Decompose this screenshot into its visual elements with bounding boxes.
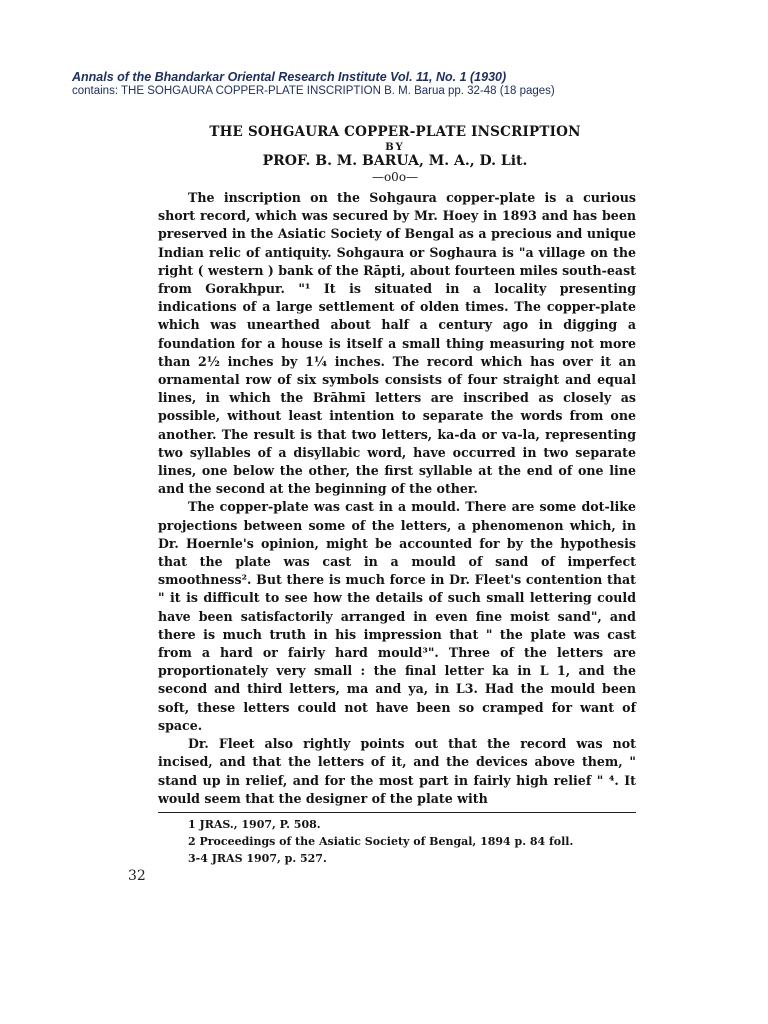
footnote-1: 1 JRAS., 1907, P. 508. [188, 817, 321, 831]
journal-citation: Annals of the Bhandarkar Oriental Research Institute Vol. 11, No. 1 (1930) [72, 70, 507, 84]
ornament-divider: —o0o— [371, 170, 419, 184]
contents-line: contains: THE SOHGAURA COPPER-PLATE INSCRIPTION B. M. Barua pp. 32-48 (18 pages) [72, 85, 555, 97]
article-body [158, 189, 636, 808]
footnote-3-4: 3-4 JRAS 1907, p. 527. [188, 851, 327, 865]
article-author: PROF. B. M. BARUA, M. A., D. Lit. [262, 153, 528, 169]
page-number: 32 [128, 868, 146, 884]
scanned-page [150, 118, 640, 867]
citation-header [72, 70, 712, 98]
byline-by: BY [385, 142, 405, 153]
paragraph-1: The inscription on the Sohgaura copper-plate is a curious short record, which was secured by Mr. Hoey in 1893 and has been preserved in the Asiatic Society of Bengal as a precious and unique Indian relic of antiquity. Sohgaura or Soghaura is "a village on the right ( western ) bank of the Rāpti, about fourteen miles south-east from Gorakhpur. "¹ It is situated in a locality presenting indications of a large settlement of olden times. The copper-plate which was unearthed about half a century ago in digging a foundation for a house is itself a small thing measuring not more than 2½ inches by 1¼ inches. The record which has over it an ornamental row of six symbols consists of four straight and equal lines, in which the Brāhmī letters are inscribed as closely as possible, without least intention to separate the words from one another. The result is that two letters, ka-da or va-la, representing two syllables of a disyllabic word, have occurred in two separate lines, one below the other, the first syllable at the end of one line and the second at the beginning of the other. [158, 190, 636, 497]
paragraph-3: Dr. Fleet also rightly points out that the record was not incised, and that the letters of it, and the devices above them, " stand up in relief, and for the most part in fairly high relief " ⁴. It would seem that the designer of the plate with [158, 736, 636, 806]
footnotes [158, 812, 636, 867]
paragraph-2: The copper-plate was cast in a mould. There are some dot-like projections between some of the letters, a phenomenon which, in Dr. Hoernle's opinion, might be accounted for by the hypothesis that the plate was cast in a mould of sand of imperfect smoothness². But there is much force in Dr. Fleet's contention that " it is difficult to see how the details of such small lettering could have been satisfactorily arranged in even fine moist sand", and there is much truth in his impression that " the plate was cast from a hard or fairly hard mould³". Three of the letters are proportionately very small : the final letter ka in L 1, and the second and third letters, ma and ya, in L3. Had the mould been soft, these letters could not have been so cramped for want of space. [158, 499, 636, 733]
article-title: THE SOHGAURA COPPER-PLATE INSCRIPTION [209, 124, 581, 140]
footnote-2: 2 Proceedings of the Asiatic Society of Bengal, 1894 p. 84 foll. [188, 834, 574, 848]
